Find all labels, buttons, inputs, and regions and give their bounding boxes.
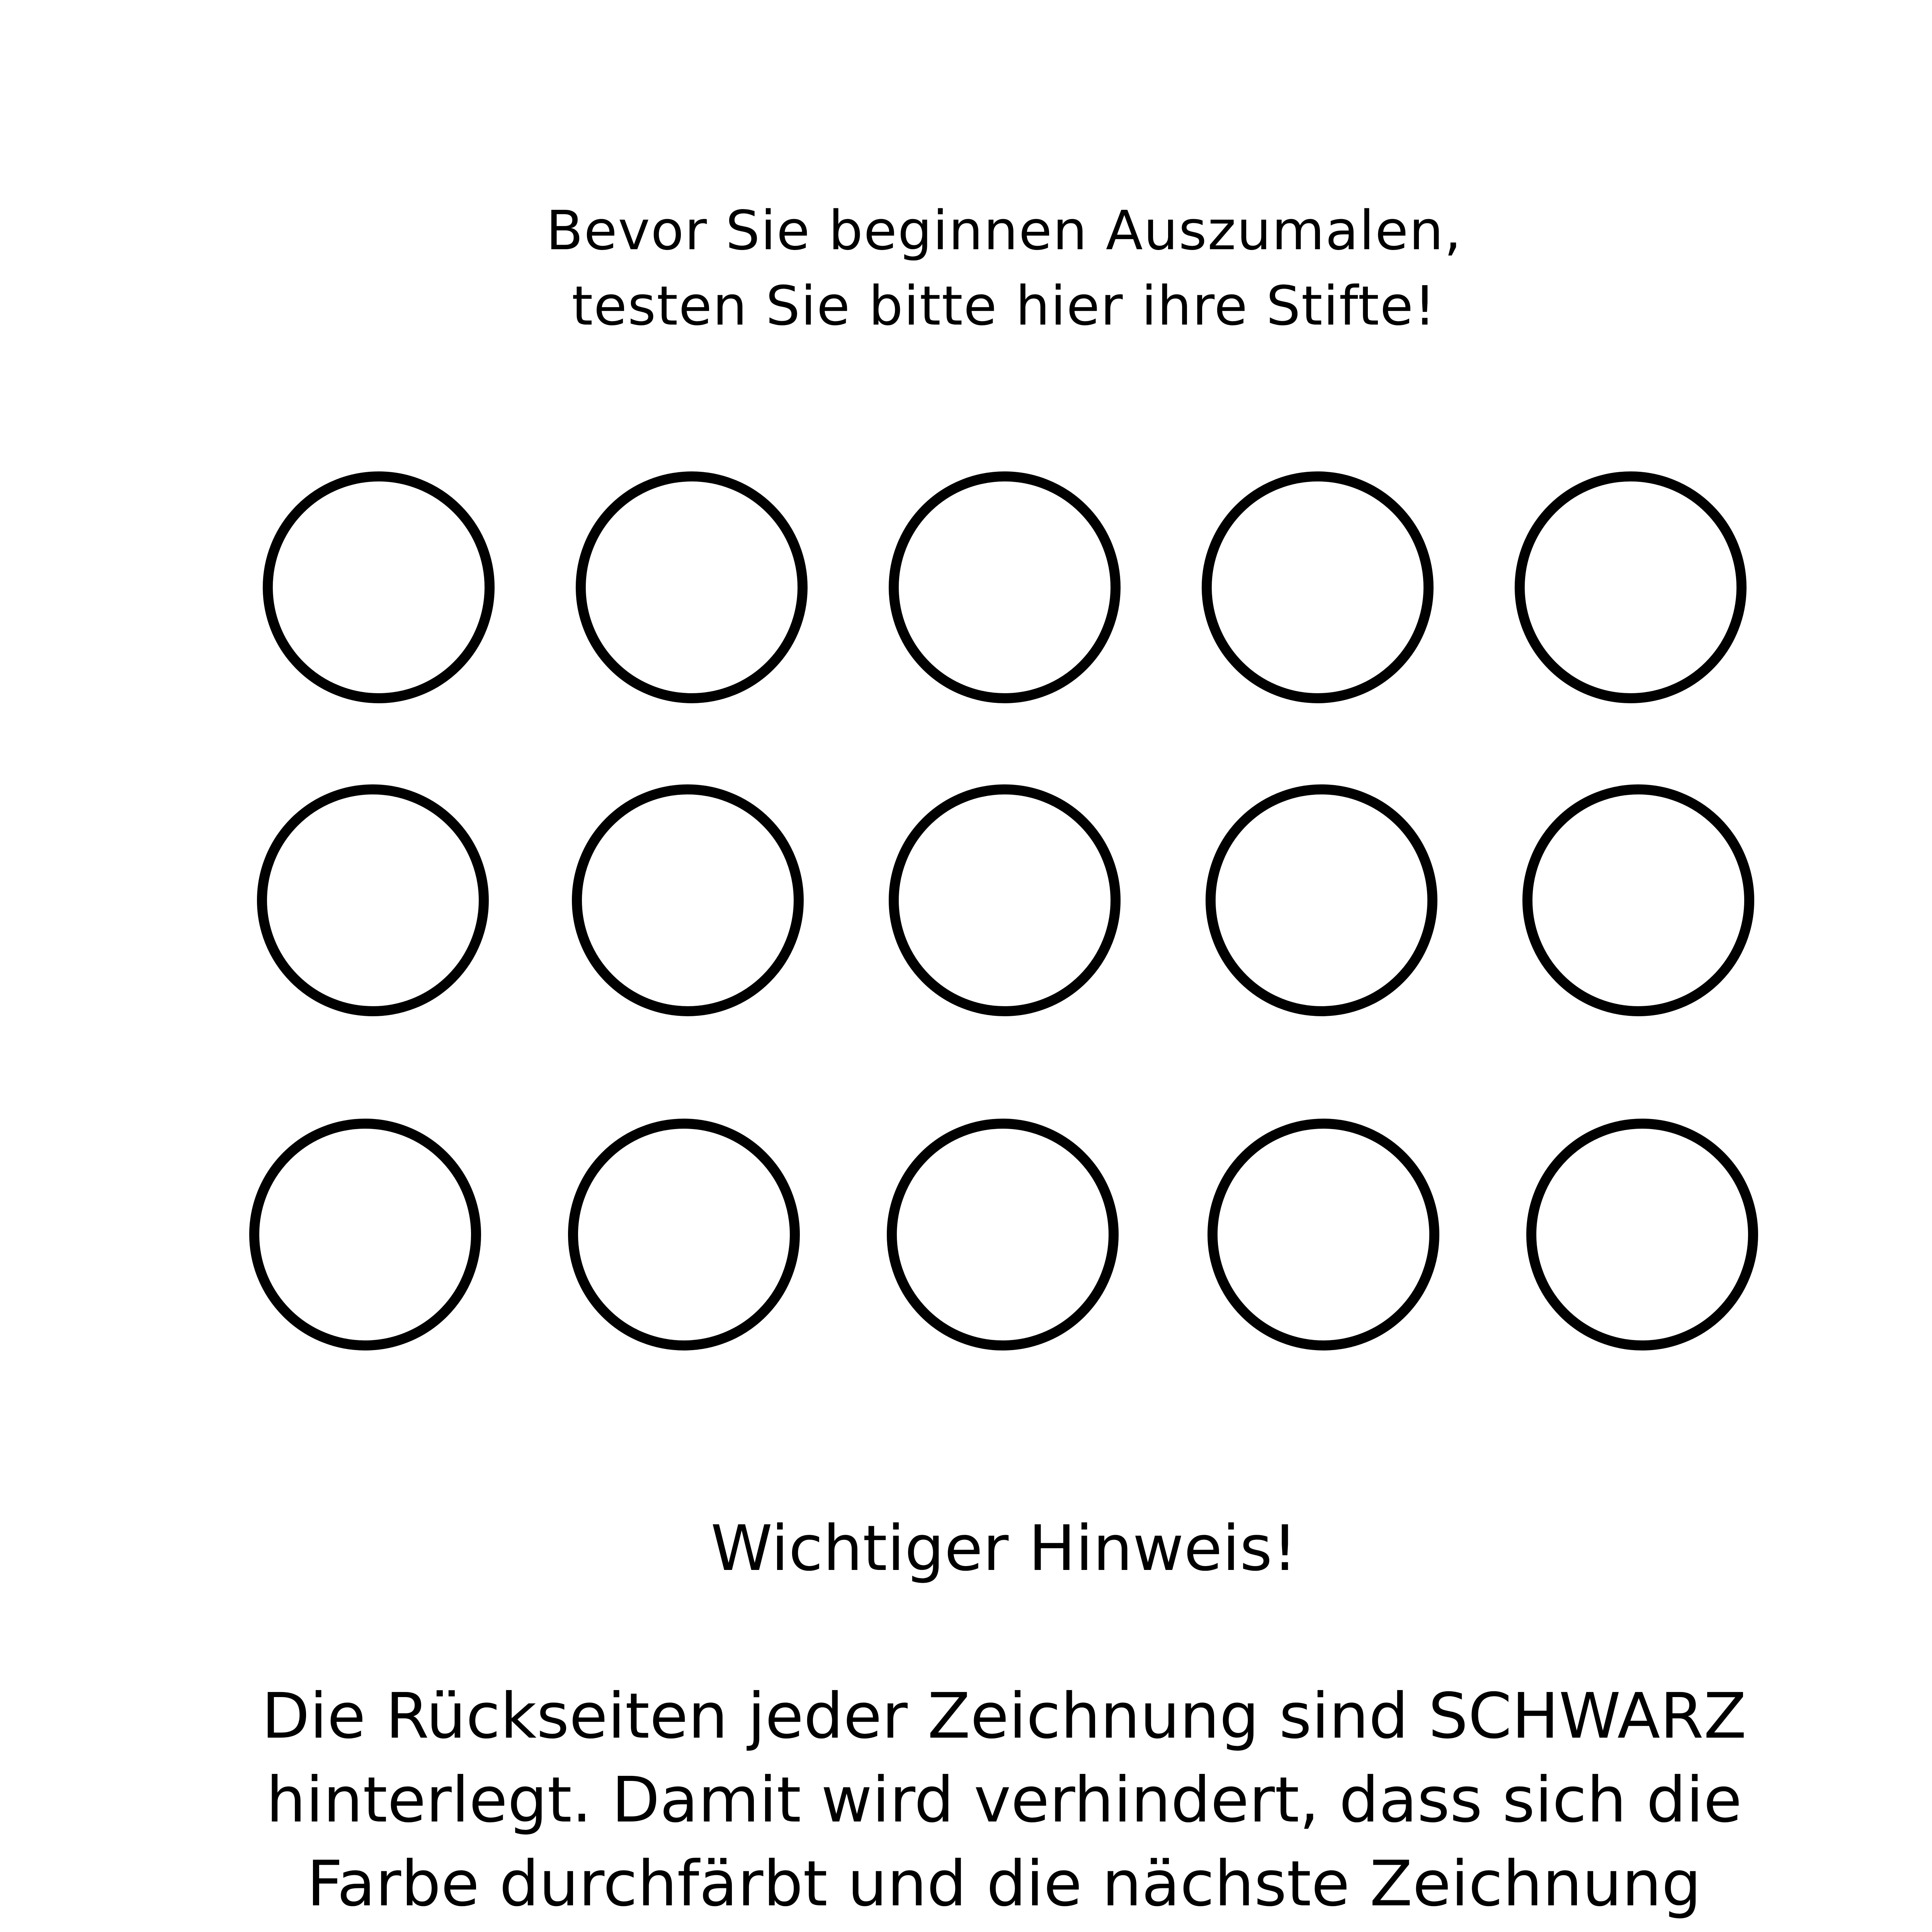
- notice-line: hinterlegt. Damit wird verhindert, dass sich die: [266, 1764, 1742, 1837]
- test-circle[interactable]: [1515, 471, 1747, 703]
- test-circle[interactable]: [572, 784, 804, 1016]
- test-circle[interactable]: [889, 471, 1121, 703]
- test-circle[interactable]: [1526, 1119, 1758, 1350]
- notice-block: [0, 1507, 1932, 1932]
- test-circle[interactable]: [1208, 1119, 1439, 1350]
- test-circle[interactable]: [889, 784, 1121, 1016]
- test-circle[interactable]: [257, 784, 489, 1016]
- intro-line: testen Sie bitte hier ihre Stifte!: [571, 275, 1437, 338]
- test-circle[interactable]: [887, 1119, 1119, 1350]
- test-circle[interactable]: [1206, 784, 1437, 1016]
- test-circle[interactable]: [568, 1119, 800, 1350]
- notice-line: [0, 1926, 1932, 1932]
- test-circle[interactable]: [263, 471, 495, 703]
- notice-line: Die Rückseiten jeder Zeichnung sind SCHWARZ: [261, 1680, 1747, 1753]
- test-circle[interactable]: [1522, 784, 1754, 1016]
- notice-heading: Wichtiger Hinweis!: [711, 1512, 1298, 1585]
- notice-line: Farbe durchfärbt und die nächste Zeichnung: [307, 1848, 1701, 1920]
- intro-line: Bevor Sie beginnen Auszumalen,: [546, 199, 1462, 262]
- test-circle[interactable]: [576, 471, 808, 703]
- test-circle[interactable]: [249, 1119, 481, 1350]
- intro-text: [0, 193, 1932, 344]
- test-circle[interactable]: [1202, 471, 1434, 703]
